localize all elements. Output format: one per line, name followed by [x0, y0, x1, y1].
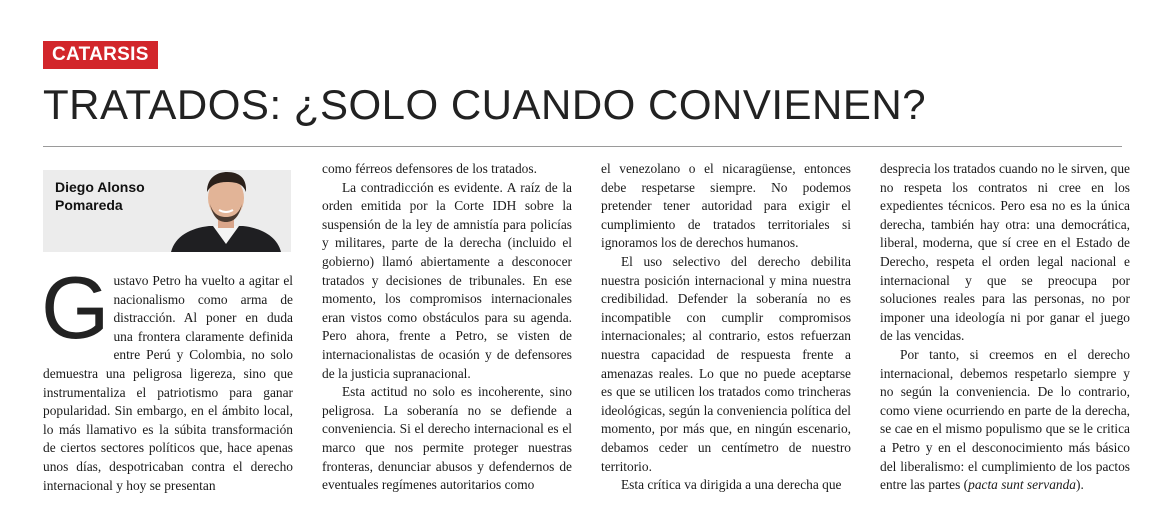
- paragraph: Esta actitud no solo es incoherente, sino peligrosa. La soberanía no se defiende a conveniencia. Si el derecho internacional es el marco que nos permite proteger nuestras fronteras, denunciar abusos y defendernos de eventuales regímenes autoritarios como: [322, 384, 572, 493]
- paragraph: desprecia los tratados cuando no le sirven, que no respeta los contratos ni cree en los expedientes técnicos. Pero esa no es la única derecha, también hay otra: una democrática, liberal, moderna, que sí cree en el Estado de Derecho, respeta el orden legal nacional e internacional y que se preocupa por soluciones reales para las personas, no por imponer una ideología ni por ganar el juego de las vencidas.: [880, 161, 1130, 344]
- paragraph-end: ).: [1075, 477, 1084, 493]
- article-column-4: [880, 160, 1130, 495]
- paragraph: La contradicción es evidente. A raíz de la orden emitida por la Corte IDH sobre la suspensión de la ley de amnistía para policías y militares, parte de la derecha (incluido el gobierno) llamó abiertamente a desconocer tratados y decisiones de tribunales. En ese momento, los compromisos internacionales eran vistos como obstáculos para su agenda. Pero ahora, frente a Petro, se visten de internacionalistas de ocasión y de defensores de la justicia supranacional.: [322, 179, 572, 381]
- article-column-1: [41, 258, 293, 495]
- latin-phrase: pacta sunt servanda: [968, 477, 1076, 493]
- paragraph: ustavo Petro ha vuelto a agitar el nacionalismo como arma de distracción. Al poner en duda una frontera claramente definida entre Perú y Colombia, no solo demuestra una peligrosa ligereza, sino que instrumentaliza el patriotismo para ganar popularidad. Sin embargo, en el ámbito local, lo más llamativo es la súbita transformación de ciertos sectores políticos que, hace apenas unos días, despotricaban contra el derecho internacional y hoy se presentan: [43, 273, 293, 493]
- paragraph: El uso selectivo del derecho debilita nuestra posición internacional y mina nuestra credibilidad. Defender la soberanía no es incompatible con cumplir compromisos internacionales; al contrario, estos refuerzan nuestra capacidad de respuesta frente a amenazas reales. Lo que no puede aceptarse es que se utilicen los tratados como trincheras ideológicas, según la conveniencia política del momento, por más que, en ningún escenario, debamos ceder un centímetro de nuestro territorio.: [601, 253, 851, 474]
- paragraph: Esta crítica va dirigida a una derecha que: [621, 477, 842, 493]
- paragraph-text: Por tanto, si creemos en el derecho internacional, debemos respetarlo siempre y no según la conveniencia. De lo contrario, como viene ocurriendo en parte de la derecha, se cae en el mismo populismo que se le critica a Petro y en el desconocimiento más básico del liberalismo: el cumplimiento de los pactos entre las partes (: [880, 346, 1130, 493]
- headline: TRATADOS: ¿SOLO CUANDO CONVIENEN?: [43, 81, 927, 128]
- headline-divider: [43, 146, 1122, 147]
- author-photo: [161, 170, 291, 252]
- paragraph: [880, 346, 1130, 495]
- paragraph: el venezolano o el nicaragüense, entonces debe respetarse siempre. No podemos pretender tener autoridad para exigir el cumplimiento de tratados territoriales si ignoramos los de derechos humanos.: [601, 161, 851, 251]
- article-column-2: [322, 160, 572, 495]
- section-tag: CATARSIS: [43, 41, 158, 69]
- drop-cap: G: [41, 258, 110, 357]
- article-column-3: [601, 160, 851, 495]
- author-name: Diego Alonso Pomareda: [55, 179, 145, 213]
- author-box: [43, 170, 291, 252]
- paragraph: como férreos defensores de los tratados.: [322, 161, 537, 176]
